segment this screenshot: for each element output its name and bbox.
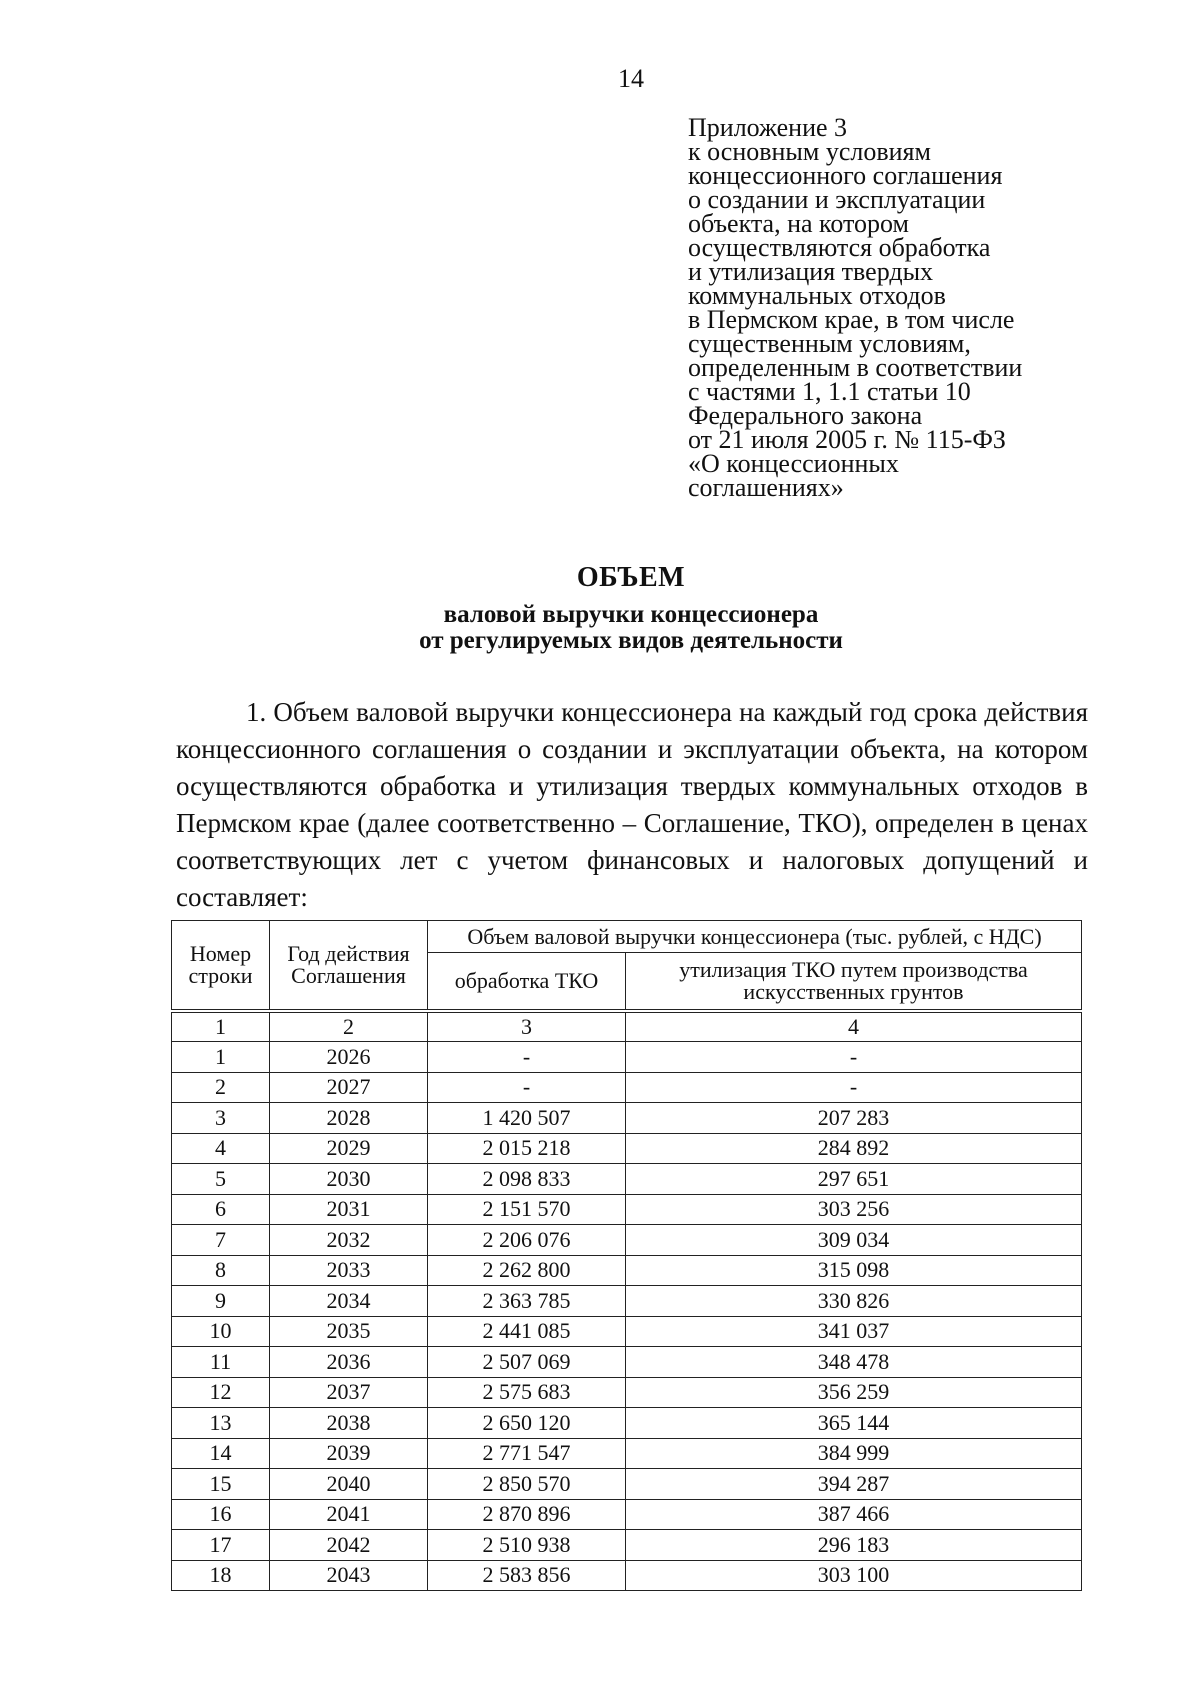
cell-processing: 2 771 547 bbox=[428, 1438, 626, 1469]
column-number: 3 bbox=[428, 1011, 626, 1042]
header-row-number: Номер строки bbox=[172, 921, 270, 1012]
cell-processing: 2 870 896 bbox=[428, 1499, 626, 1530]
cell-row-number: 12 bbox=[172, 1377, 270, 1408]
cell-row-number: 9 bbox=[172, 1286, 270, 1317]
cell-row-number: 16 bbox=[172, 1499, 270, 1530]
subtitle-line: от регулируемых видов деятельности bbox=[419, 627, 843, 654]
table-row bbox=[172, 1225, 1082, 1256]
page-number: 14 bbox=[618, 64, 644, 93]
cell-year: 2029 bbox=[270, 1133, 428, 1164]
table-row bbox=[172, 1530, 1082, 1561]
appendix-line: Федерального закона bbox=[688, 401, 923, 430]
cell-utilization: 341 037 bbox=[626, 1316, 1082, 1347]
cell-year: 2039 bbox=[270, 1438, 428, 1469]
table-row bbox=[172, 1469, 1082, 1500]
cell-processing: 2 363 785 bbox=[428, 1286, 626, 1317]
document-subtitle bbox=[0, 602, 1200, 654]
appendix-line: от 21 июля 2005 г. № 115-ФЗ bbox=[688, 425, 1006, 454]
cell-utilization: 394 287 bbox=[626, 1469, 1082, 1500]
cell-processing: - bbox=[428, 1042, 626, 1073]
header-year: Год действия Соглашения bbox=[270, 921, 428, 1012]
table-row bbox=[172, 1042, 1082, 1073]
cell-processing: - bbox=[428, 1072, 626, 1103]
cell-year: 2038 bbox=[270, 1408, 428, 1439]
cell-year: 2026 bbox=[270, 1042, 428, 1073]
cell-year: 2037 bbox=[270, 1377, 428, 1408]
revenue-table bbox=[171, 920, 1082, 1591]
cell-year: 2040 bbox=[270, 1469, 428, 1500]
cell-processing: 2 575 683 bbox=[428, 1377, 626, 1408]
table-row bbox=[172, 1408, 1082, 1439]
cell-processing: 2 510 938 bbox=[428, 1530, 626, 1561]
table-row bbox=[172, 1286, 1082, 1317]
cell-utilization: 297 651 bbox=[626, 1164, 1082, 1195]
column-number-row bbox=[172, 1011, 1082, 1042]
cell-processing: 2 098 833 bbox=[428, 1164, 626, 1195]
cell-row-number: 13 bbox=[172, 1408, 270, 1439]
cell-year: 2028 bbox=[270, 1103, 428, 1134]
cell-processing: 2 151 570 bbox=[428, 1194, 626, 1225]
appendix-line: в Пермском крае, в том числе bbox=[688, 305, 1015, 334]
appendix-line: Приложение 3 bbox=[688, 113, 848, 142]
cell-row-number: 11 bbox=[172, 1347, 270, 1378]
cell-utilization: 315 098 bbox=[626, 1255, 1082, 1286]
cell-row-number: 18 bbox=[172, 1560, 270, 1591]
cell-utilization: 330 826 bbox=[626, 1286, 1082, 1317]
cell-utilization: 348 478 bbox=[626, 1347, 1082, 1378]
cell-year: 2043 bbox=[270, 1560, 428, 1591]
cell-processing: 2 015 218 bbox=[428, 1133, 626, 1164]
cell-utilization: - bbox=[626, 1042, 1082, 1073]
table-row bbox=[172, 1499, 1082, 1530]
appendix-line: «О концессионных bbox=[688, 449, 899, 478]
cell-row-number: 7 bbox=[172, 1225, 270, 1256]
cell-row-number: 8 bbox=[172, 1255, 270, 1286]
cell-year: 2033 bbox=[270, 1255, 428, 1286]
cell-row-number: 5 bbox=[172, 1164, 270, 1195]
table-body bbox=[172, 1011, 1082, 1591]
cell-row-number: 10 bbox=[172, 1316, 270, 1347]
appendix-line: коммунальных отходов bbox=[688, 281, 946, 310]
column-number: 2 bbox=[270, 1011, 428, 1042]
appendix-line: с частями 1, 1.1 статьи 10 bbox=[688, 377, 971, 406]
table-row bbox=[172, 1164, 1082, 1195]
cell-year: 2031 bbox=[270, 1194, 428, 1225]
cell-year: 2035 bbox=[270, 1316, 428, 1347]
column-number: 4 bbox=[626, 1011, 1082, 1042]
table-row bbox=[172, 1194, 1082, 1225]
cell-row-number: 17 bbox=[172, 1530, 270, 1561]
cell-utilization: 303 256 bbox=[626, 1194, 1082, 1225]
cell-utilization: 309 034 bbox=[626, 1225, 1082, 1256]
appendix-line: о создании и эксплуатации bbox=[688, 185, 986, 214]
cell-utilization: 303 100 bbox=[626, 1560, 1082, 1591]
cell-processing: 2 206 076 bbox=[428, 1225, 626, 1256]
cell-year: 2041 bbox=[270, 1499, 428, 1530]
cell-row-number: 14 bbox=[172, 1438, 270, 1469]
appendix-line: и утилизация твердых bbox=[688, 257, 934, 286]
cell-utilization: 365 144 bbox=[626, 1408, 1082, 1439]
appendix-line: объекта, на котором bbox=[688, 209, 909, 238]
header-utilization: утилизация ТКО путем производства искусственных грунтов bbox=[626, 953, 1082, 1012]
table-row bbox=[172, 1255, 1082, 1286]
cell-utilization: 384 999 bbox=[626, 1438, 1082, 1469]
table-row bbox=[172, 1103, 1082, 1134]
table-row bbox=[172, 1438, 1082, 1469]
table-row bbox=[172, 1316, 1082, 1347]
cell-row-number: 1 bbox=[172, 1042, 270, 1073]
cell-processing: 2 583 856 bbox=[428, 1560, 626, 1591]
appendix-line: соглашениях» bbox=[688, 473, 844, 502]
cell-year: 2030 bbox=[270, 1164, 428, 1195]
cell-year: 2034 bbox=[270, 1286, 428, 1317]
table-row bbox=[172, 1072, 1082, 1103]
cell-utilization: - bbox=[626, 1072, 1082, 1103]
cell-row-number: 6 bbox=[172, 1194, 270, 1225]
body-paragraph bbox=[176, 694, 1088, 916]
appendix-line: существенным условиям, bbox=[688, 329, 971, 358]
header-processing: обработка ТКО bbox=[428, 953, 626, 1012]
cell-year: 2027 bbox=[270, 1072, 428, 1103]
revenue-table-wrap bbox=[171, 920, 1082, 1591]
appendix-line: определенным в соответствии bbox=[688, 353, 1023, 382]
cell-year: 2042 bbox=[270, 1530, 428, 1561]
cell-utilization: 387 466 bbox=[626, 1499, 1082, 1530]
document-title: ОБЪЕМ bbox=[576, 562, 686, 593]
appendix-line: концессионного соглашения bbox=[688, 161, 1003, 190]
cell-year: 2036 bbox=[270, 1347, 428, 1378]
cell-processing: 2 507 069 bbox=[428, 1347, 626, 1378]
cell-processing: 2 850 570 bbox=[428, 1469, 626, 1500]
cell-row-number: 4 bbox=[172, 1133, 270, 1164]
cell-utilization: 284 892 bbox=[626, 1133, 1082, 1164]
table-row bbox=[172, 1560, 1082, 1591]
cell-processing: 2 441 085 bbox=[428, 1316, 626, 1347]
cell-year: 2032 bbox=[270, 1225, 428, 1256]
cell-utilization: 207 283 bbox=[626, 1103, 1082, 1134]
cell-utilization: 356 259 bbox=[626, 1377, 1082, 1408]
table-row bbox=[172, 1377, 1082, 1408]
cell-row-number: 3 bbox=[172, 1103, 270, 1134]
column-number: 1 bbox=[172, 1011, 270, 1042]
appendix-line: к основным условиям bbox=[688, 137, 931, 166]
cell-processing: 2 262 800 bbox=[428, 1255, 626, 1286]
cell-processing: 2 650 120 bbox=[428, 1408, 626, 1439]
paragraph-text: 1. Объем валовой выручки концессионера на каждый год срока действия концессионного соглашения о создании и эксплуатации объекта, на котором осуществляются обработка и утилизация твердых коммунальных отходов в Пермском крае (далее соответственно – Соглашение, ТКО), определен в ценах соответствующих лет с учетом финансовых и налоговых допущений и составляет: bbox=[176, 697, 1088, 912]
table-row bbox=[172, 1133, 1082, 1164]
table-row bbox=[172, 1347, 1082, 1378]
appendix-line: осуществляются обработка bbox=[688, 233, 991, 262]
header-revenue-group: Объем валовой выручки концессионера (тыс. рублей, с НДС) bbox=[428, 921, 1082, 953]
cell-processing: 1 420 507 bbox=[428, 1103, 626, 1134]
cell-utilization: 296 183 bbox=[626, 1530, 1082, 1561]
subtitle-line: валовой выручки концессионера bbox=[443, 601, 819, 628]
cell-row-number: 2 bbox=[172, 1072, 270, 1103]
appendix-note bbox=[688, 113, 1158, 502]
cell-row-number: 15 bbox=[172, 1469, 270, 1500]
